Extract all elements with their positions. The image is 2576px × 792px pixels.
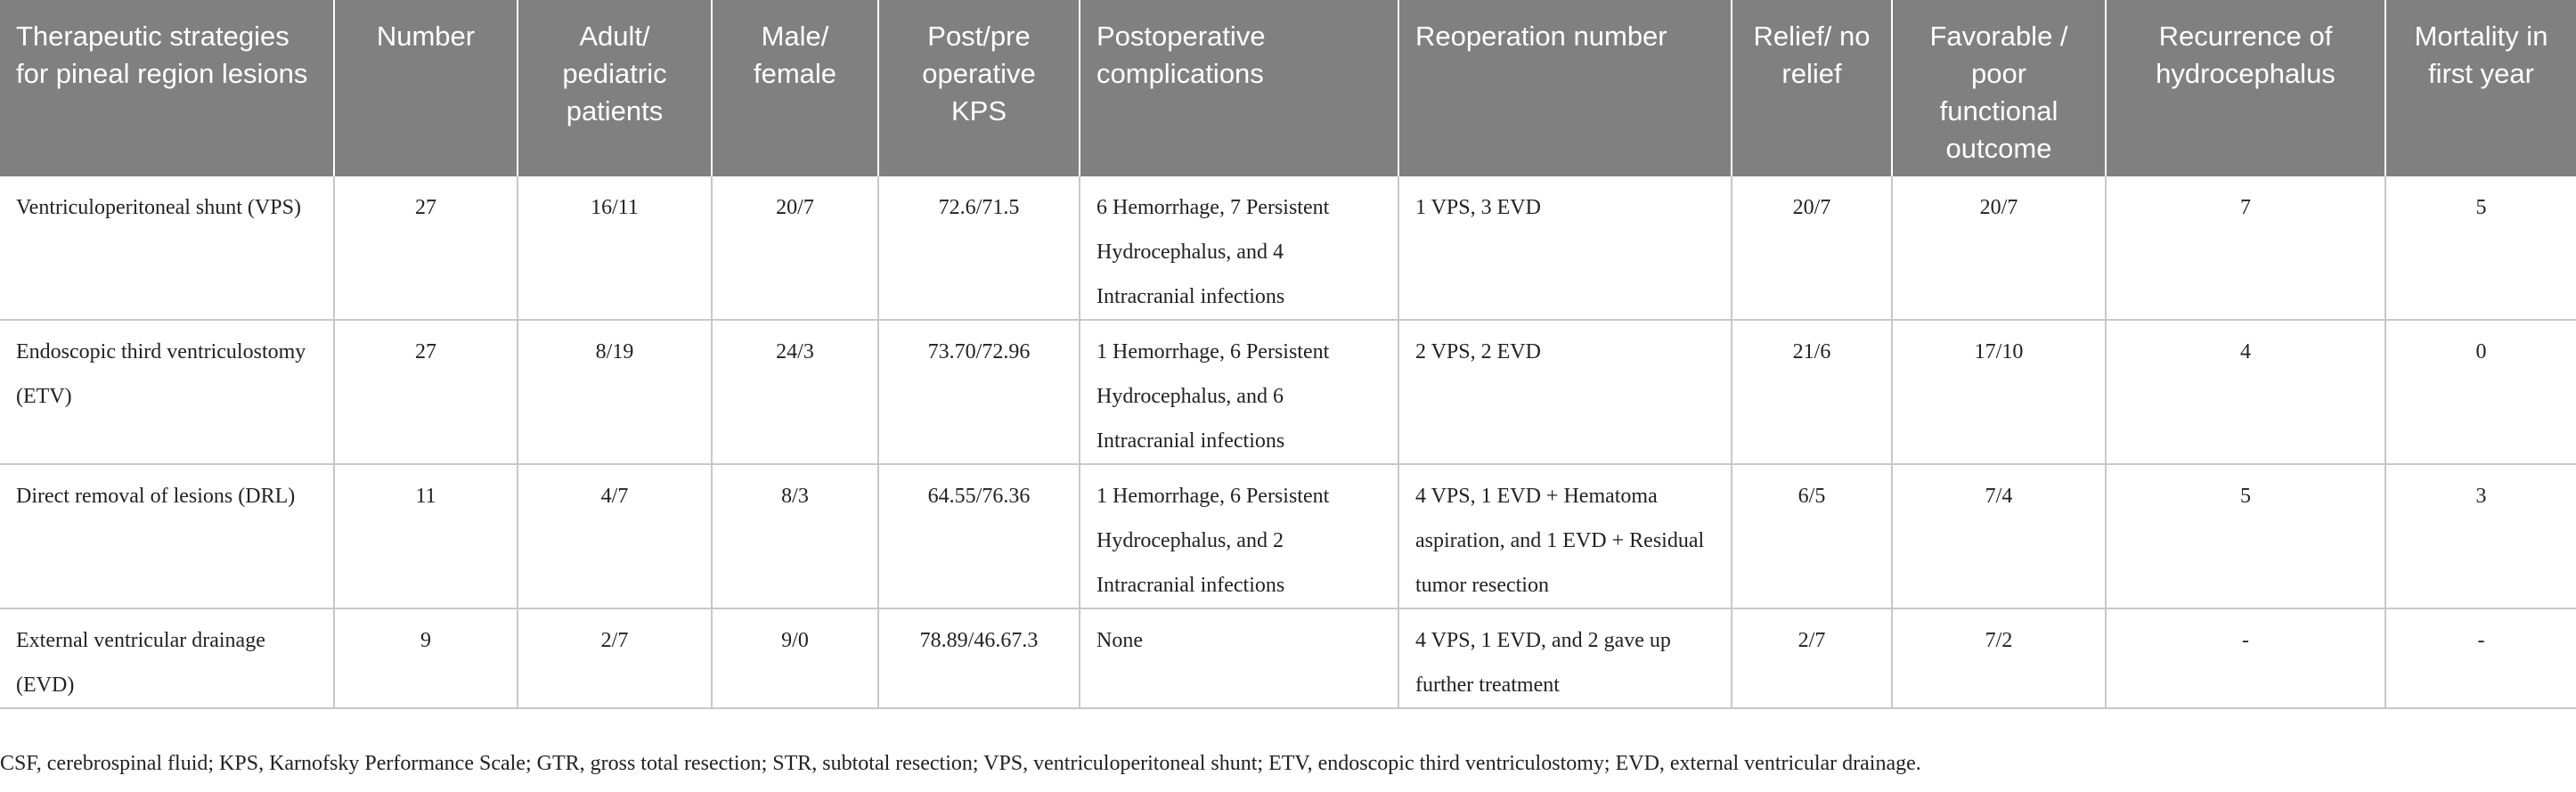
cell-complications: 1 Hemorrhage, 6 Persistent Hydrocephalus, and 6 Intracranial infections [1080,320,1398,464]
cell-mortality: 0 [2385,320,2576,464]
cell-mortality: 5 [2385,176,2576,320]
table-row [0,608,2576,708]
cell-adult-pediatric: 8/19 [518,320,712,464]
cell-strategy: Ventriculoperitoneal shunt (VPS) [0,176,334,320]
header-recurrence: Recurrence of hydrocephalus [2106,0,2385,176]
cell-recurrence: 4 [2106,320,2385,464]
cell-recurrence: 5 [2106,464,2385,608]
cell-strategy: External ventricular drainage (EVD) [0,608,334,708]
header-reoperation: Reoperation number [1398,0,1732,176]
cell-male-female: 9/0 [712,608,878,708]
cell-number: 11 [334,464,518,608]
cell-relief: 21/6 [1732,320,1892,464]
cell-reoperation: 4 VPS, 1 EVD, and 2 gave up further treatment [1398,608,1732,708]
cell-recurrence: - [2106,608,2385,708]
cell-adult-pediatric: 16/11 [518,176,712,320]
cell-complications: None [1080,608,1398,708]
cell-adult-pediatric: 2/7 [518,608,712,708]
cell-outcome: 7/4 [1892,464,2106,608]
header-relief: Relief/ no relief [1732,0,1892,176]
cell-male-female: 24/3 [712,320,878,464]
cell-recurrence: 7 [2106,176,2385,320]
header-strategy: Therapeutic strategies for pineal region lesions [0,0,334,176]
header-adult-pediatric: Adult/ pediatric patients [518,0,712,176]
cell-number: 27 [334,176,518,320]
cell-reoperation: 1 VPS, 3 EVD [1398,176,1732,320]
table-footnote: CSF, cerebrospinal fluid; KPS, Karnofsky Performance Scale; GTR, gross total resection; STR, subtotal resection; VPS, ventriculoperitoneal shunt; ETV, endoscopic third ventriculostomy; EVD, external ventricular drainage. [0,752,1921,775]
cell-relief: 20/7 [1732,176,1892,320]
cell-strategy: Direct removal of lesions (DRL) [0,464,334,608]
cell-kps: 64.55/76.36 [878,464,1080,608]
cell-relief: 6/5 [1732,464,1892,608]
header-number: Number [334,0,518,176]
cell-outcome: 17/10 [1892,320,2106,464]
cell-mortality: - [2385,608,2576,708]
cell-complications: 6 Hemorrhage, 7 Persistent Hydrocephalus, and 4 Intracranial infections [1080,176,1398,320]
cell-complications: 1 Hemorrhage, 6 Persistent Hydrocephalus, and 2 Intracranial infections [1080,464,1398,608]
header-male-female: Male/ female [712,0,878,176]
header-kps: Post/pre operative KPS [878,0,1080,176]
cell-kps: 72.6/71.5 [878,176,1080,320]
header-complications: Postoperative complications [1080,0,1398,176]
cell-mortality: 3 [2385,464,2576,608]
cell-reoperation: 2 VPS, 2 EVD [1398,320,1732,464]
table-row [0,320,2576,464]
cell-male-female: 8/3 [712,464,878,608]
cell-kps: 78.89/46.67.3 [878,608,1080,708]
cell-relief: 2/7 [1732,608,1892,708]
header-outcome: Favorable / poor functional outcome [1892,0,2106,176]
cell-number: 27 [334,320,518,464]
header-row [0,0,2576,176]
header-mortality: Mortality in first year [2385,0,2576,176]
cell-male-female: 20/7 [712,176,878,320]
cell-number: 9 [334,608,518,708]
cell-adult-pediatric: 4/7 [518,464,712,608]
table-row [0,464,2576,608]
cell-strategy: Endoscopic third ventriculostomy (ETV) [0,320,334,464]
cell-kps: 73.70/72.96 [878,320,1080,464]
cell-outcome: 7/2 [1892,608,2106,708]
cell-outcome: 20/7 [1892,176,2106,320]
cell-reoperation: 4 VPS, 1 EVD + Hematoma aspiration, and 1 EVD + Residual tumor resection [1398,464,1732,608]
table-row [0,176,2576,320]
